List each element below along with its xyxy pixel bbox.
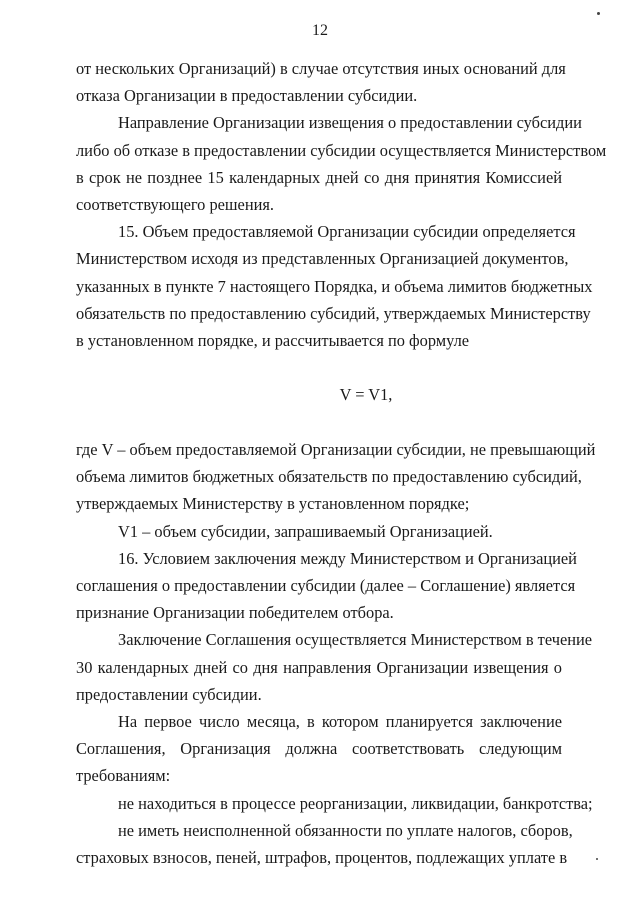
paragraph-v1-definition	[76, 518, 562, 545]
text-line: На первое число месяца, в котором планируется заключение	[118, 711, 562, 731]
paragraph-continuation	[76, 55, 566, 109]
text-line: V1 – объем субсидии, запрашиваемый Организацией.	[118, 521, 493, 541]
scan-speck	[596, 858, 598, 860]
paragraph-requirements-intro	[76, 708, 562, 790]
formula: V = V1,	[339, 385, 393, 405]
text-line: отказа Организации в предоставлении субсидии.	[76, 86, 418, 106]
text-line: от нескольких Организаций) в случае отсутствия иных оснований для	[76, 59, 566, 78]
text-line: в установленном порядке, и рассчитывается по формуле	[76, 330, 470, 350]
document-body	[76, 55, 607, 871]
text-line: объема лимитов бюджетных обязательств по предоставлению субсидий,	[76, 467, 582, 487]
text-line: требованиям:	[76, 766, 171, 786]
text-line: утверждаемых Министерству в установленном порядке;	[76, 494, 470, 514]
scan-speck	[597, 12, 600, 15]
text-line: Соглашения, Организация должна соответствовать следующим	[76, 739, 562, 759]
text-line: соглашения о предоставлении субсидии (далее – Соглашение) является	[76, 576, 576, 595]
requirement-item	[76, 790, 593, 817]
text-line: 30 календарных дней со дня направления Организации извещения о	[76, 657, 562, 677]
paragraph-formula-definition	[76, 436, 596, 518]
text-line: где V – объем предоставляемой Организации субсидии, не превышающий	[76, 440, 596, 460]
text-line: не находиться в процессе реорганизации, ликвидации, банкротства;	[118, 793, 593, 813]
paragraph-clause-15	[76, 218, 593, 354]
text-line: либо об отказе в предоставлении субсидии осуществляется Министерством	[76, 140, 607, 160]
page-number: 12	[312, 22, 328, 39]
text-line: 15. Объем предоставляемой Организации субсидии определяется	[118, 222, 576, 242]
paragraph-agreement-term	[76, 626, 593, 708]
text-line: признание Организации победителем отбора.	[76, 603, 394, 623]
text-line: Заключение Соглашения осуществляется Министерством в течение	[118, 630, 593, 650]
text-line: в срок не позднее 15 календарных дней со дня принятия Комиссией	[76, 167, 562, 187]
text-line: обязательств по предоставлению субсидий, утверждаемых Министерству	[76, 303, 591, 323]
text-line: Министерством исходя из представленных Организацией документов,	[76, 249, 569, 269]
paragraph-notification	[76, 109, 607, 218]
text-line: соответствующего решения.	[76, 194, 274, 214]
paragraph-clause-16	[76, 545, 577, 627]
text-line: указанных в пункте 7 настоящего Порядка, и объема лимитов бюджетных	[76, 276, 593, 296]
requirement-item	[76, 817, 573, 871]
text-line: Направление Организации извещения о предоставлении субсидии	[118, 113, 582, 133]
text-line: страховых взносов, пеней, штрафов, процентов, подлежащих уплате в	[76, 847, 568, 867]
text-line: предоставлении субсидии.	[76, 684, 262, 704]
text-line: 16. Условием заключения между Министерством и Организацией	[118, 548, 577, 568]
text-line: не иметь неисполненной обязанности по уплате налогов, сборов,	[118, 820, 573, 840]
